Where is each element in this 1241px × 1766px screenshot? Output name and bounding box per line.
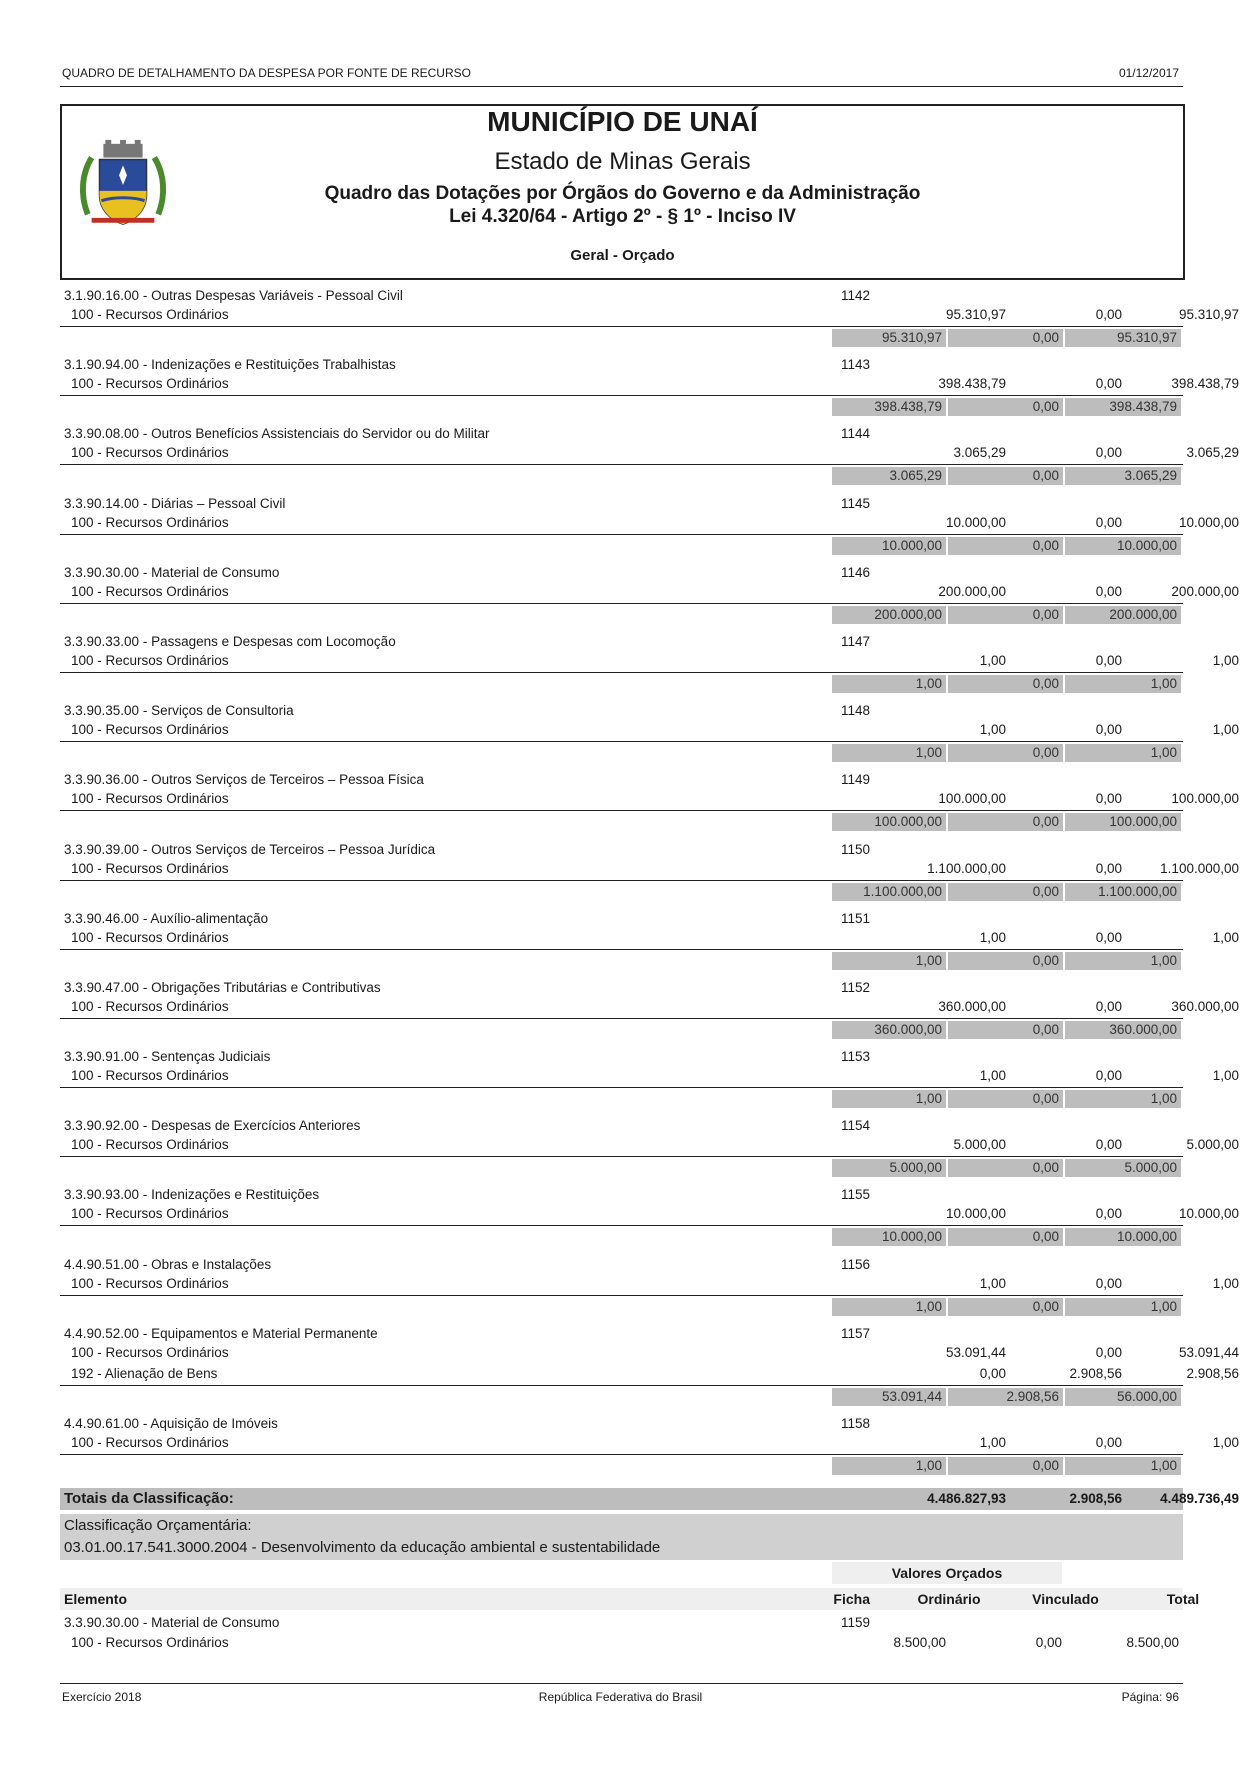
classificacao-box [60, 1514, 1183, 1560]
subtotal-ord: 53.091,44 [832, 1388, 946, 1406]
subtotal-total: 5.000,00 [1065, 1159, 1181, 1177]
subtotal-bar [832, 1457, 1183, 1475]
fonte-label: 100 - Recursos Ordinários [71, 445, 229, 461]
totals-label: Totais da Classificação: [64, 1490, 234, 1507]
fonte-total: 1,00 [1212, 652, 1239, 668]
budget-group [60, 1324, 1239, 1414]
fonte-vinculado: 0,00 [1095, 929, 1122, 945]
fonte-total: 1,00 [1212, 1068, 1239, 1084]
col-total: Total [1166, 1591, 1200, 1607]
subtotal-bar [832, 1159, 1183, 1177]
subtotal-vinc: 0,00 [948, 675, 1063, 693]
budget-group [60, 1185, 1239, 1254]
fonte-label: 192 - Alienação de Bens [71, 1365, 218, 1381]
totals-ordinario: 4.486.827,93 [927, 1491, 1006, 1506]
ficha-number: 1156 [840, 1256, 870, 1272]
law-reference: Lei 4.320/64 - Artigo 2º - § 1º - Inciso IV [449, 206, 796, 227]
subtotal-ord: 1,00 [832, 1457, 946, 1475]
subtotal-ord: 5.000,00 [832, 1159, 946, 1177]
fonte-ordinario: 10.000,00 [945, 514, 1006, 530]
subtotal-bar [832, 1228, 1183, 1246]
fonte-ordinario: 1,00 [979, 1275, 1006, 1291]
subtotal-total: 10.000,00 [1065, 1228, 1181, 1246]
fonte-label: 100 - Recursos Ordinários [71, 791, 229, 807]
subtotal-total: 3.065,29 [1065, 467, 1181, 485]
subtotal-ord: 1.100.000,00 [832, 883, 946, 901]
subtotal-vinc: 0,00 [948, 1090, 1063, 1108]
budget-group [60, 978, 1239, 1047]
fonte-ordinario: 360.000,00 [938, 998, 1006, 1014]
budget-group [60, 286, 1239, 355]
ficha-number: 1151 [840, 910, 870, 926]
fonte-ordinario: 95.310,97 [945, 307, 1006, 322]
top-rule [60, 86, 1183, 87]
fonte-total: 53.091,44 [1178, 1344, 1239, 1360]
fonte-total: 100.000,00 [1171, 791, 1239, 807]
fonte-total: 95.310,97 [1178, 307, 1239, 322]
ficha-number: 1144 [840, 426, 870, 442]
row-separator [60, 741, 1183, 742]
fonte-ordinario: 1.100.000,00 [927, 860, 1006, 876]
row-separator [60, 326, 1183, 327]
subtotal-total: 1,00 [1065, 1298, 1181, 1316]
subtotal-vinc: 0,00 [948, 1159, 1063, 1177]
fonte-ordinario: 10.000,00 [945, 1206, 1006, 1222]
row-separator [60, 880, 1183, 881]
fonte-total: 10.000,00 [1178, 1206, 1239, 1222]
footer-country: República Federativa do Brasil [538, 1690, 703, 1704]
elemento-label: 3.3.90.46.00 - Auxílio-alimentação [64, 910, 269, 926]
ficha-number: 1142 [840, 288, 870, 303]
ficha-number: 1146 [840, 564, 870, 580]
fonte-vinculado: 0,00 [1095, 652, 1122, 668]
subtotal-total: 398.438,79 [1065, 398, 1181, 416]
column-header-bar [60, 1588, 1200, 1610]
elemento-label: 3.3.90.92.00 - Despesas de Exercícios Anteriores [64, 1118, 361, 1134]
budget-group [60, 840, 1239, 909]
row-separator [60, 1385, 1183, 1386]
ficha-number: 1150 [840, 841, 870, 857]
subtotal-total: 1,00 [1065, 1090, 1181, 1108]
fonte-total: 5.000,00 [1186, 1137, 1239, 1153]
fonte-label: 100 - Recursos Ordinários [71, 1206, 229, 1222]
row-separator [60, 1156, 1183, 1157]
report-scope: Geral - Orçado [570, 247, 675, 264]
elemento-label: 3.3.90.91.00 - Sentenças Judiciais [64, 1049, 271, 1065]
row-separator [60, 1225, 1183, 1226]
fonte-label: 100 - Recursos Ordinários [71, 307, 229, 322]
subtotal-vinc: 2.908,56 [948, 1388, 1063, 1406]
subtotal-vinc: 0,00 [948, 537, 1063, 555]
last-row-ordinario: 8.500,00 [893, 1635, 946, 1650]
footer-exercicio: Exercício 2018 [62, 1690, 142, 1704]
fonte-ordinario: 5.000,00 [953, 1137, 1006, 1153]
subtotal-total: 10.000,00 [1065, 537, 1181, 555]
budget-group [60, 909, 1239, 978]
fonte-vinculado: 0,00 [1095, 514, 1122, 530]
last-row-ficha: 1159 [840, 1615, 870, 1630]
classificacao-value: 03.01.00.17.541.3000.2004 - Desenvolvimento da educação ambiental e sustentabilidade [64, 1539, 661, 1556]
fonte-vinculado: 2.908,56 [1069, 1365, 1122, 1381]
subtotal-ord: 398.438,79 [832, 398, 946, 416]
fonte-label: 100 - Recursos Ordinários [71, 514, 229, 530]
fonte-total: 1,00 [1212, 1275, 1239, 1291]
row-separator [60, 810, 1183, 811]
subtotal-ord: 1,00 [832, 1090, 946, 1108]
row-separator [60, 395, 1183, 396]
classificacao-label: Classificação Orçamentária: [64, 1517, 252, 1534]
row-separator [60, 1454, 1183, 1455]
fonte-vinculado: 0,00 [1095, 791, 1122, 807]
elemento-label: 4.4.90.52.00 - Equipamentos e Material Permanente [64, 1325, 378, 1341]
fonte-vinculado: 0,00 [1095, 1068, 1122, 1084]
fonte-ordinario: 1,00 [979, 929, 1006, 945]
subtotal-bar [832, 883, 1183, 901]
row-separator [60, 534, 1183, 535]
fonte-vinculado: 0,00 [1095, 1137, 1122, 1153]
fonte-label: 100 - Recursos Ordinários [71, 583, 229, 599]
subtotal-total: 1.100.000,00 [1065, 883, 1181, 901]
footer-page: Página: 96 [1121, 1690, 1179, 1704]
subtotal-ord: 1,00 [832, 744, 946, 762]
subtotal-total: 1,00 [1065, 1457, 1181, 1475]
elemento-label: 4.4.90.61.00 - Aquisição de Imóveis [64, 1415, 278, 1431]
fonte-label: 100 - Recursos Ordinários [71, 1344, 229, 1360]
elemento-label: 3.1.90.16.00 - Outras Despesas Variáveis - Pessoal Civil [64, 288, 403, 303]
subtotal-ord: 100.000,00 [832, 813, 946, 831]
ficha-number: 1148 [840, 703, 870, 719]
subtotal-bar [832, 398, 1183, 416]
fonte-ordinario: 1,00 [979, 1434, 1006, 1450]
subtotal-ord: 10.000,00 [832, 1228, 946, 1246]
budget-group [60, 701, 1239, 770]
budget-group [60, 632, 1239, 701]
subtotal-vinc: 0,00 [948, 1021, 1063, 1039]
subtotal-ord: 10.000,00 [832, 537, 946, 555]
col-vinculado: Vinculado [1032, 1591, 1099, 1607]
subtotal-bar [832, 1021, 1183, 1039]
col-elemento: Elemento [64, 1591, 128, 1607]
subtotal-ord: 1,00 [832, 675, 946, 693]
elemento-label: 3.1.90.94.00 - Indenizações e Restituições Trabalhistas [64, 357, 396, 373]
col-ficha: Ficha [833, 1591, 870, 1607]
budget-group [60, 770, 1239, 839]
last-row-elemento: 3.3.90.30.00 - Material de Consumo [64, 1615, 280, 1630]
elemento-label: 3.3.90.36.00 - Outros Serviços de Terceiros – Pessoa Física [64, 772, 424, 788]
subtotal-ord: 360.000,00 [832, 1021, 946, 1039]
elemento-label: 3.3.90.39.00 - Outros Serviços de Terceiros – Pessoa Jurídica [64, 841, 436, 857]
footer-rule [60, 1683, 1183, 1684]
fonte-vinculado: 0,00 [1095, 1275, 1122, 1291]
fonte-vinculado: 0,00 [1095, 998, 1122, 1014]
subtotal-vinc: 0,00 [948, 952, 1063, 970]
fonte-ordinario: 100.000,00 [938, 791, 1006, 807]
subtotal-bar [832, 537, 1183, 555]
subtotal-vinc: 0,00 [948, 467, 1063, 485]
fonte-vinculado: 0,00 [1095, 583, 1122, 599]
coat-of-arms-icon [74, 136, 172, 234]
subtotal-total: 1,00 [1065, 952, 1181, 970]
ficha-number: 1143 [840, 357, 870, 373]
subtotal-vinc: 0,00 [948, 883, 1063, 901]
fonte-ordinario: 3.065,29 [953, 445, 1006, 461]
report-date: 01/12/2017 [1118, 66, 1179, 80]
fonte-ordinario: 0,00 [979, 1365, 1006, 1381]
report-heading: Quadro das Dotações por Órgãos do Governo e da Administração [324, 183, 921, 204]
fonte-total: 398.438,79 [1171, 376, 1239, 392]
budget-group [60, 424, 1239, 493]
fonte-label: 100 - Recursos Ordinários [71, 722, 229, 738]
fonte-vinculado: 0,00 [1095, 860, 1122, 876]
subtotal-total: 100.000,00 [1065, 813, 1181, 831]
fonte-label: 100 - Recursos Ordinários [71, 1275, 229, 1291]
report-name: QUADRO DE DETALHAMENTO DA DESPESA POR FONTE DE RECURSO [62, 66, 471, 80]
fonte-vinculado: 0,00 [1095, 307, 1122, 322]
fonte-vinculado: 0,00 [1095, 1206, 1122, 1222]
fonte-label: 100 - Recursos Ordinários [71, 1068, 229, 1084]
fonte-vinculado: 0,00 [1095, 1434, 1122, 1450]
last-row-vinculado: 0,00 [1035, 1635, 1062, 1650]
totals-row [60, 1488, 1239, 1510]
row-separator [60, 1295, 1183, 1296]
ficha-number: 1157 [840, 1325, 870, 1341]
elemento-label: 4.4.90.51.00 - Obras e Instalações [64, 1256, 272, 1272]
fonte-label: 100 - Recursos Ordinários [71, 860, 229, 876]
subtotal-bar [832, 1298, 1183, 1316]
row-separator [60, 464, 1183, 465]
subtotal-total: 1,00 [1065, 675, 1181, 693]
elemento-label: 3.3.90.47.00 - Obrigações Tributárias e Contributivas [64, 979, 381, 995]
subtotal-bar [832, 813, 1183, 831]
row-separator [60, 603, 1183, 604]
row-separator [60, 672, 1183, 673]
ficha-number: 1158 [840, 1415, 870, 1431]
fonte-ordinario: 53.091,44 [945, 1344, 1006, 1360]
row-separator [60, 1087, 1183, 1088]
fonte-total: 3.065,29 [1186, 445, 1239, 461]
subtotal-bar [832, 675, 1183, 693]
ficha-number: 1154 [840, 1118, 870, 1134]
subtotal-ord: 1,00 [832, 1298, 946, 1316]
fonte-label: 100 - Recursos Ordinários [71, 376, 229, 392]
fonte-ordinario: 200.000,00 [938, 583, 1006, 599]
last-row-total: 8.500,00 [1126, 1635, 1179, 1650]
last-row-fonte: 100 - Recursos Ordinários [71, 1635, 229, 1650]
row-separator [60, 1018, 1183, 1019]
fonte-total: 10.000,00 [1178, 514, 1239, 530]
fonte-label: 100 - Recursos Ordinários [71, 998, 229, 1014]
fonte-label: 100 - Recursos Ordinários [71, 1137, 229, 1153]
subtotal-vinc: 0,00 [948, 1457, 1063, 1475]
fonte-ordinario: 398.438,79 [938, 376, 1006, 392]
fonte-total: 1.100.000,00 [1160, 860, 1239, 876]
subtotal-ord: 3.065,29 [832, 467, 946, 485]
budget-group [60, 494, 1239, 563]
subtotal-vinc: 0,00 [948, 329, 1063, 347]
budget-group [60, 1116, 1239, 1185]
fonte-total: 2.908,56 [1186, 1365, 1239, 1381]
subtotal-total: 200.000,00 [1065, 606, 1181, 624]
subtotal-vinc: 0,00 [948, 744, 1063, 762]
elemento-label: 3.3.90.33.00 - Passagens e Despesas com Locomoção [64, 633, 396, 649]
budget-group [60, 563, 1239, 632]
ficha-number: 1152 [840, 979, 870, 995]
subtotal-total: 56.000,00 [1065, 1388, 1181, 1406]
totals-total: 4.489.736,49 [1160, 1491, 1239, 1506]
subtotal-bar [832, 1090, 1183, 1108]
fonte-vinculado: 0,00 [1095, 445, 1122, 461]
subtotal-total: 95.310,97 [1065, 329, 1181, 347]
fonte-total: 1,00 [1212, 722, 1239, 738]
elemento-label: 3.3.90.14.00 - Diárias – Pessoal Civil [64, 495, 286, 511]
subtotal-bar [832, 329, 1183, 347]
fonte-total: 1,00 [1212, 1434, 1239, 1450]
subtotal-vinc: 0,00 [948, 1228, 1063, 1246]
valores-orcados-header: Valores Orçados [832, 1562, 1062, 1584]
col-ordinario: Ordinário [917, 1591, 981, 1607]
ficha-number: 1145 [840, 495, 870, 511]
fonte-vinculado: 0,00 [1095, 376, 1122, 392]
subtotal-bar [832, 606, 1183, 624]
header-box [60, 104, 1185, 280]
subtotal-bar [832, 952, 1183, 970]
subtotal-vinc: 0,00 [948, 398, 1063, 416]
subtotal-vinc: 0,00 [948, 606, 1063, 624]
elemento-label: 3.3.90.30.00 - Material de Consumo [64, 564, 280, 580]
fonte-label: 100 - Recursos Ordinários [71, 1434, 229, 1450]
row-separator [60, 949, 1183, 950]
fonte-ordinario: 1,00 [979, 722, 1006, 738]
fonte-ordinario: 1,00 [979, 652, 1006, 668]
subtotal-ord: 95.310,97 [832, 329, 946, 347]
state-subtitle: Estado de Minas Gerais [494, 148, 751, 175]
ficha-number: 1153 [840, 1049, 870, 1065]
ficha-number: 1155 [840, 1187, 870, 1203]
elemento-label: 3.3.90.93.00 - Indenizações e Restituições [64, 1187, 320, 1203]
subtotal-total: 360.000,00 [1065, 1021, 1181, 1039]
subtotal-bar [832, 467, 1183, 485]
fonte-total: 360.000,00 [1171, 998, 1239, 1014]
fonte-vinculado: 0,00 [1095, 1344, 1122, 1360]
subtotal-vinc: 0,00 [948, 813, 1063, 831]
ficha-number: 1149 [840, 772, 870, 788]
fonte-ordinario: 1,00 [979, 1068, 1006, 1084]
subtotal-bar [832, 1388, 1183, 1406]
subtotal-ord: 200.000,00 [832, 606, 946, 624]
fonte-label: 100 - Recursos Ordinários [71, 929, 229, 945]
budget-group [60, 1414, 1239, 1483]
municipality-title: MUNICÍPIO DE UNAÍ [487, 106, 758, 137]
subtotal-total: 1,00 [1065, 744, 1181, 762]
budget-group [60, 355, 1239, 424]
subtotal-bar [832, 744, 1183, 762]
fonte-vinculado: 0,00 [1095, 722, 1122, 738]
fonte-label: 100 - Recursos Ordinários [71, 652, 229, 668]
subtotal-vinc: 0,00 [948, 1298, 1063, 1316]
ficha-number: 1147 [840, 633, 870, 649]
elemento-label: 3.3.90.35.00 - Serviços de Consultoria [64, 703, 294, 719]
budget-rows [60, 286, 1239, 1483]
elemento-label: 3.3.90.08.00 - Outros Benefícios Assistenciais do Servidor ou do Militar [64, 426, 490, 442]
budget-group [60, 1255, 1239, 1324]
fonte-total: 1,00 [1212, 929, 1239, 945]
totals-vinculado: 2.908,56 [1069, 1491, 1122, 1506]
subtotal-ord: 1,00 [832, 952, 946, 970]
fonte-total: 200.000,00 [1171, 583, 1239, 599]
budget-group [60, 1047, 1239, 1116]
